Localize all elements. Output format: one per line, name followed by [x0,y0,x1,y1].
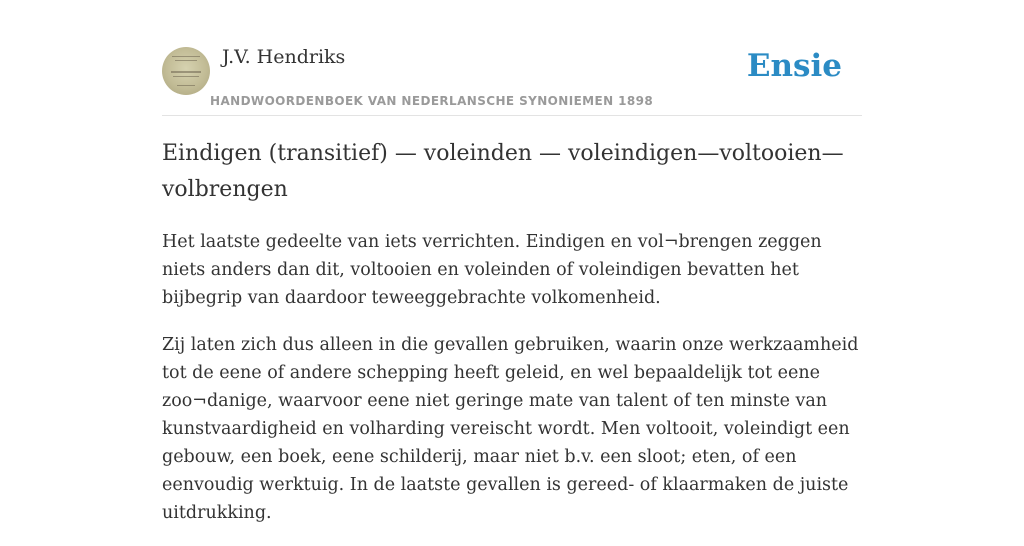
paragraph: Zij laten zich dus alleen in die gevallen gebruiken, waarin onze werkzaamheid tot de eene of andere schepping heeft geleid, en wel bepaaldelijk tot eene zoo¬danige, waarvoor eene niet geringe mate van talent of ten minste van kunstvaardigheid en volharding vereischt wordt. Men voltooit, voleindigt een gebouw, een boek, eene schilderij, maar niet b.v. een sloot; eten, of een eenvoudig werktuig. In de laatste gevallen is gereed- of klaarmaken de juiste uitdrukking. [162,335,859,523]
article-title: Eindigen (transitief) — voleinden — voleindigen—voltooien—volbrengen [162,141,844,202]
source-title[interactable]: HANDWOORDENBOEK VAN NEDERLANSCHE SYNONIEMEN 1898 [210,94,654,108]
paragraph: Het laatste gedeelte van iets verrichten. Eindigen en vol¬brengen zeggen niets anders dan dit, voltooien en voleinden of voleindigen bevatten het bijbegrip van daardoor teweeggebrachte volkomenheid. [162,232,822,308]
header [162,44,862,116]
author-name[interactable]: J.V. Hendriks [222,46,346,68]
book-cover-icon[interactable] [162,47,210,95]
article-body [162,228,867,546]
site-logo[interactable]: Ensie [746,48,842,84]
